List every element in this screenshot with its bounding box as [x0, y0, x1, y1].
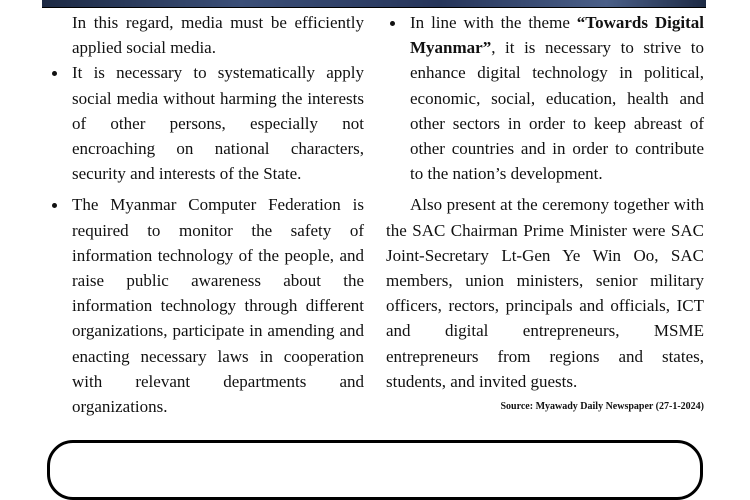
bullet-text: It is necessary to systematically apply social media without harming the interests of other persons, especially not encroaching on national characters, security and interests of the State.: [72, 63, 364, 184]
continuation-paragraph: In this regard, media must be efficiently applied social media.: [72, 13, 364, 58]
bullet-icon: [52, 203, 57, 208]
bullet-icon: [52, 71, 57, 76]
left-column: [48, 10, 364, 419]
attendees-paragraph: Also present at the ceremony together with the SAC Chairman Prime Minister were SAC Joint-Secretary Lt-Gen Ye Win Oo, SAC members, union ministers, senior military officers, rectors, principals and officials, ICT and digital entrepreneurs, MSME entrepreneurs from regions and states, students, and invited guests.: [386, 195, 704, 391]
right-bullet-list: [386, 10, 704, 186]
left-bullet-list: [48, 60, 364, 419]
bullet-text-post: , it is necessary to strive to enhance digital technology in political, economic, social, education, health and other sectors in order to keep abreast of other countries and in order to contribute to the nation’s development.: [410, 38, 704, 184]
bullet-item-social-media: [48, 60, 364, 186]
theme-title: “Towards Digital Myanmar”: [410, 13, 704, 58]
rounded-frame-box: [47, 440, 703, 500]
bullet-text-pre: In line with the theme: [410, 13, 577, 32]
bullet-item-computer-federation: [48, 192, 364, 419]
bullet-icon: [390, 21, 395, 26]
bullet-text: The Myanmar Computer Federation is required to monitor the safety of information technology of the people, and raise public awareness about the information technology through different organizations, participate in amending and enacting necessary laws in cooperation with relevant departments and organizations.: [72, 195, 364, 417]
bullet-item-digital-myanmar: [386, 10, 704, 186]
header-image-strip: [42, 0, 706, 8]
source-citation: Source: Myawady Daily Newspaper (27-1-2024): [500, 401, 704, 413]
right-column: [386, 10, 704, 414]
